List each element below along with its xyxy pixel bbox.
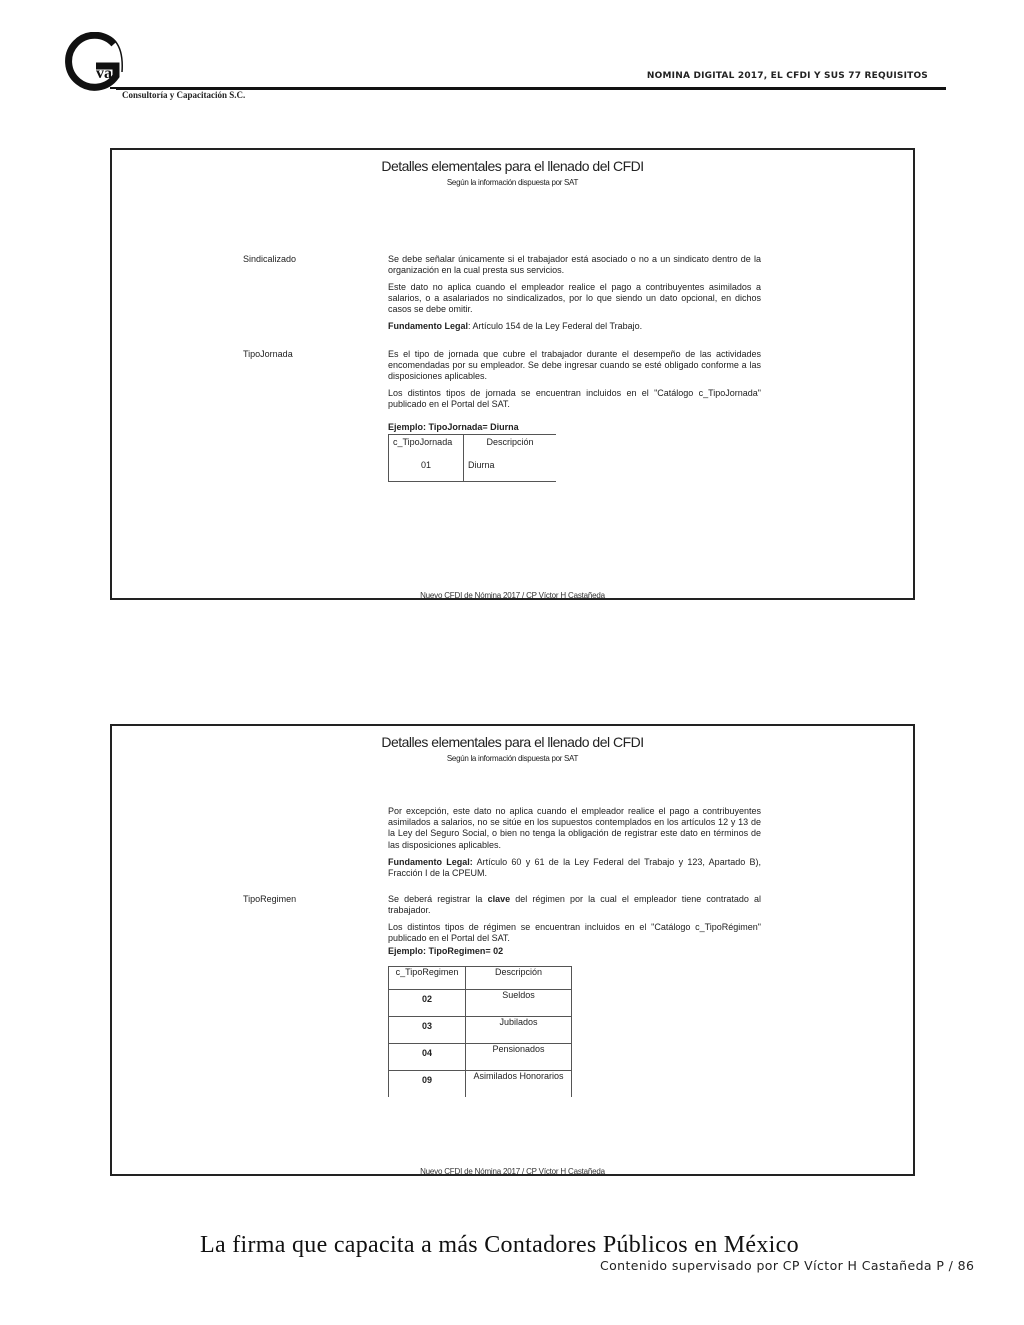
table-cell-code: 03 (389, 1017, 466, 1044)
table-header-row (389, 435, 557, 450)
table-cell-description: Diurna (464, 449, 557, 482)
tipojornada-catalog-note: Los distintos tipos de jornada se encuentran incluidos en el "Catálogo c_TipoJornada" publicado en el Portal del SAT. (388, 388, 761, 410)
slide-tiporegimen (110, 724, 915, 1176)
field-name-tipojornada: TipoJornada (243, 349, 293, 359)
sindicalizado-legal-basis (388, 321, 761, 332)
table-cell-code: 02 (389, 990, 466, 1017)
keyword-clave: clave (487, 894, 511, 904)
table-row (389, 449, 557, 482)
sindicalizado-exception: Este dato no aplica cuando el empleador realice el pago a contribuyentes asimilados a salarios, o a asalariados no sindicalizados, por lo que siendo un dato opcional, en dichos casos se debe omitir. (388, 282, 761, 315)
page-credit: Contenido supervisado por CP Víctor H Castañeda P / 86 (600, 1258, 975, 1273)
slide-subtitle: Según la información dispuesta por SAT (446, 178, 579, 187)
table-header-cell: c_TipoRegimen (389, 967, 466, 990)
sindicalizado-description: Se debe señalar únicamente si el trabajador está asociado o no a un sindicato dentro de la organización en la cual presta sus servicios. (388, 254, 761, 276)
table-header-cell: Descripción (464, 435, 557, 450)
logo-letters: va (96, 65, 112, 82)
slide-footer: Nuevo CFDI de Nómina 2017 / CP Víctor H Castañeda (420, 591, 605, 600)
table-row (389, 990, 572, 1017)
table-header-cell: c_TipoJornada (389, 435, 464, 450)
tipojornada-catalog-table (388, 434, 556, 482)
table-row (389, 1017, 572, 1044)
tiporegimen-catalog-note: Los distintos tipos de régimen se encuentran incluidos en el "Catálogo c_TipoRégimen" publicado en el Portal del SAT. (388, 922, 761, 944)
legal-basis-text: : Artículo 154 de la Ley Federal del Trabajo. (468, 321, 643, 331)
field-name-tiporegimen: TipoRegimen (243, 894, 297, 904)
slide-title: Detalles elementales para el llenado del CFDI (381, 158, 644, 174)
legal-basis-label: Fundamento Legal: (388, 857, 473, 867)
table-cell-code: 09 (389, 1071, 466, 1098)
logo-subtitle: Consultoría y Capacitación S.C. (122, 90, 246, 100)
header-divider (116, 87, 946, 90)
table-cell-description: Sueldos (466, 990, 572, 1017)
table-header-cell: Descripción (466, 967, 572, 990)
legal-basis-label: Fundamento Legal (388, 321, 469, 331)
slide-subtitle: Según la información dispuesta por SAT (446, 754, 579, 763)
text-span: Se deberá registrar la (388, 894, 488, 904)
table-row (389, 1044, 572, 1071)
table-cell-description: Pensionados (466, 1044, 572, 1071)
table-cell-description: Jubilados (466, 1017, 572, 1044)
table-cell-code: 01 (389, 449, 464, 482)
slide-footer: Nuevo CFDI de Nómina 2017 / CP Víctor H Castañeda (420, 1167, 605, 1176)
text-span: del régimen por la cual el empleador tiene contratado al trabajador. (388, 894, 762, 916)
document-title: NOMINA DIGITAL 2017, EL CFDI Y SUS 77 REQUISITOS (646, 71, 928, 81)
tiporegimen-example: Ejemplo: TipoRegimen= 02 (388, 946, 504, 956)
legal-basis-paragraph (388, 857, 761, 879)
legal-basis-text: Artículo 60 y 61 de la Ley Federal del Trabajo y 123, Apartado B), Fracción I de la CPEUM. (388, 857, 761, 879)
slide-title: Detalles elementales para el llenado del CFDI (381, 734, 644, 750)
tiporegimen-description (388, 894, 761, 916)
field-name-sindicalizado: Sindicalizado (243, 254, 297, 264)
table-cell-code: 04 (389, 1044, 466, 1071)
slide-sindicalizado-tipojornada (110, 148, 915, 600)
tiporegimen-catalog-table (388, 966, 572, 1097)
exception-paragraph: Por excepción, este dato no aplica cuando el empleador realice el pago a contribuyentes asimilados a salarios, no se sitúe en los supuestos contemplados en los artículos 12 y 13 de la Ley del Seguro Social, o bien no tenga la obligación de registrar este dato en términos de las disposiciones aplicables. (388, 806, 761, 850)
table-cell-description: Asimilados Honorarios (466, 1071, 572, 1098)
table-row (389, 1071, 572, 1098)
table-header-row (389, 967, 572, 990)
tipojornada-example: Ejemplo: TipoJornada= Diurna (388, 422, 519, 432)
tipojornada-description: Es el tipo de jornada que cubre el trabajador durante el desempeño de las actividades encomendadas por su empleador. Se debe ingresar cuando se esté obligado conforme a las disposiciones aplicables. (388, 349, 761, 382)
page-tagline: La firma que capacita a más Contadores Públicos en México (200, 1232, 799, 1258)
